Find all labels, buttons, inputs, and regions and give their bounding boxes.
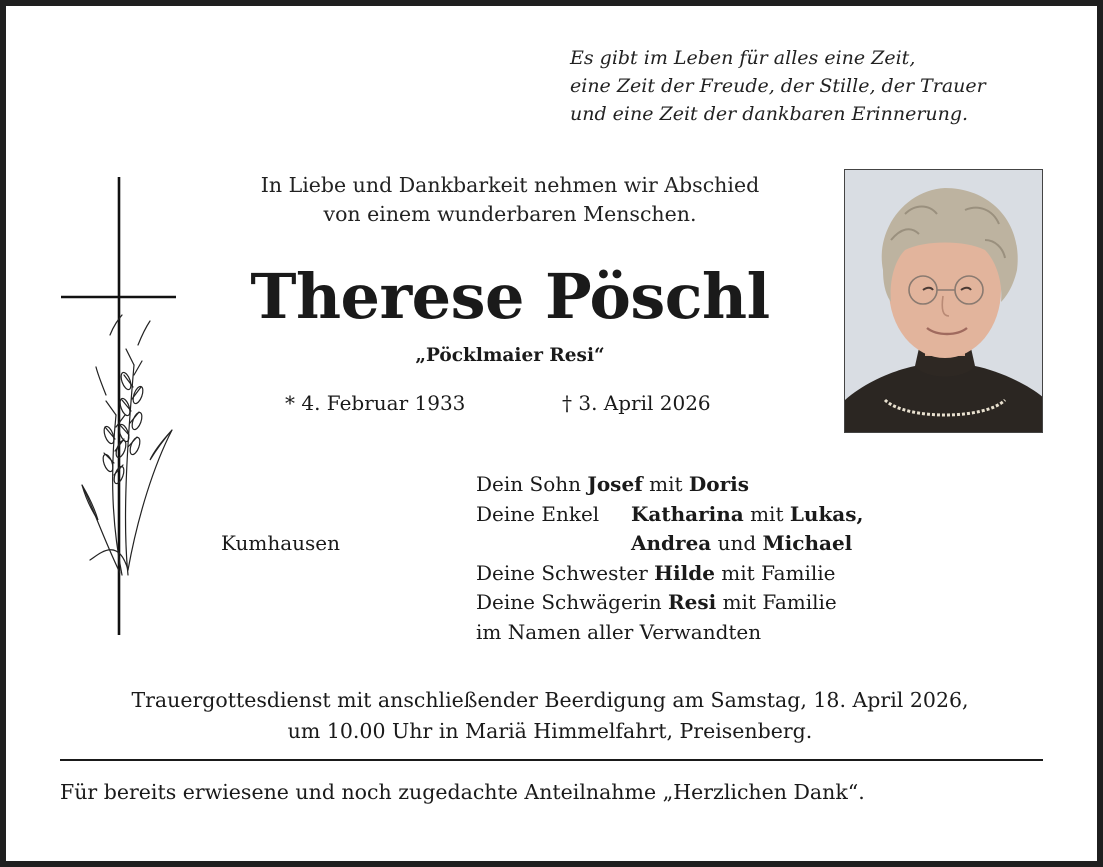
grandchild-connector: mit [743,501,790,526]
son-name: Josef [587,472,643,496]
grandchild-name: Andrea [631,531,712,555]
sister-in-law-suffix: mit Familie [716,590,837,614]
sister-in-law-label: Deine Schwägerin [476,590,669,614]
son-partner-name: Doris [688,472,749,496]
intro-line-1: In Liebe und Dankbarkeit nehmen wir Abschied [260,173,760,197]
mourner-grandchildren-line [476,500,864,530]
intro-text [200,171,820,229]
son-connector: mit [642,472,689,496]
memorial-quote [570,44,986,128]
cross-with-wheat-icon [58,175,178,637]
grandchild-name: Lukas, [789,501,864,526]
birth-date: * 4. Februar 1933 [285,391,466,415]
funeral-service-info [40,685,1060,747]
grandchild-name: Katharina [631,501,744,526]
thanks-note: Für bereits erwiesene und noch zugedachte Anteilnahme „Herzlichen Dank“. [60,780,865,804]
sister-label: Deine Schwester [476,560,655,585]
death-date: † 3. April 2026 [562,391,711,415]
quote-line-2: eine Zeit der Freude, der Stille, der Trauer [570,75,986,97]
divider [60,759,1043,761]
grandchild-connector: und [711,531,763,555]
son-label: Dein Sohn [476,472,588,496]
quote-line-1: Es gibt im Leben für alles eine Zeit, [570,47,916,69]
intro-line-2: von einem wunderbaren Menschen. [323,202,697,226]
mourner-sister-line [476,559,864,589]
service-line-2: um 10.00 Uhr in Mariä Himmelfahrt, Preisenberg. [287,719,813,743]
sister-name: Hilde [654,560,715,585]
deceased-nickname: „Pöcklmaier Resi“ [415,345,605,366]
deceased-name: Therese Pöschl [250,260,770,333]
grandchildren-label: Deine Enkel [476,501,600,526]
mourners-list [476,470,864,647]
portrait-photo [844,169,1043,433]
sister-suffix: mit Familie [714,560,836,585]
quote-line-3: und eine Zeit der dankbaren Erinnerung. [570,103,969,125]
mourner-sister-in-law-line [476,588,864,618]
sister-in-law-name: Resi [668,590,717,614]
residence-place: Kumhausen [221,531,341,555]
grandchild-name: Michael [762,531,853,555]
mourner-son-line [476,470,864,500]
mourner-grandchildren-line-2 [476,529,864,559]
service-line-1: Trauergottesdienst mit anschließender Beerdigung am Samstag, 18. April 2026, [131,688,969,712]
mourner-relatives-line: im Namen aller Verwandten [476,619,762,644]
portrait-image [845,170,1043,433]
